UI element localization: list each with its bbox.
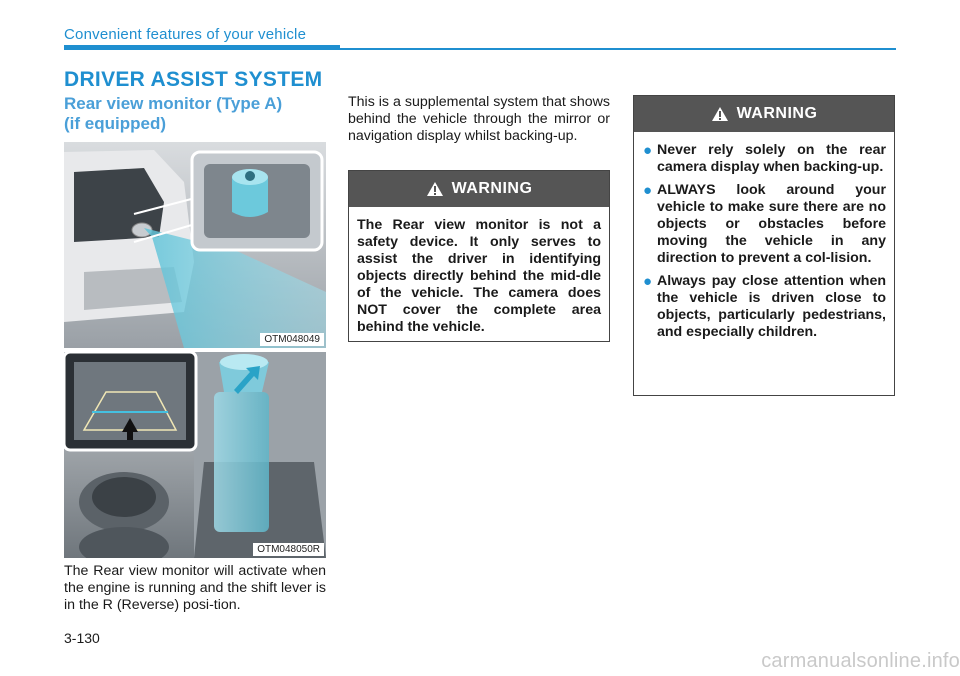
warning-box xyxy=(348,170,610,342)
warning-title: WARNING xyxy=(736,105,818,122)
watermark: carmanualsonline.info xyxy=(761,650,960,672)
list-item-text: Always pay close attention when the vehicle is driven close to objects, particularly pedestrians, and especially children. xyxy=(657,273,886,340)
warning-text: The Rear view monitor is not a safety device. It only serves to assist the driver in identifying objects directly behind the mid-dle of the vehicle. The camera does NOT cover the complete area behind the vehicle. xyxy=(357,217,601,335)
list-item xyxy=(642,273,886,341)
figure-code: OTM048050R xyxy=(253,543,324,556)
bullet-dot-icon: ● xyxy=(643,142,653,159)
figure-code: OTM048049 xyxy=(260,333,324,346)
header-rule-thick xyxy=(64,45,340,50)
sub-title-line2: (if equipped) xyxy=(64,114,166,133)
warning-header xyxy=(349,171,609,207)
list-item xyxy=(642,142,886,176)
warning-triangle-icon xyxy=(426,181,444,197)
page-number: 3-130 xyxy=(64,630,100,646)
rear-camera-location-figure xyxy=(64,142,326,348)
shift-lever-illustration xyxy=(64,352,326,558)
bullet-dot-icon: ● xyxy=(643,182,653,199)
list-item-text: ALWAYS look around your vehicle to make sure there are no objects or obstacles before moving the vehicle in any direction to prevent a col-lision. xyxy=(657,182,886,266)
sub-title xyxy=(64,94,334,134)
header-rule-thin xyxy=(340,48,896,50)
body-paragraph-activation: The Rear view monitor will activate when the engine is running and the shift lever is in the R (Reverse) posi-tion. xyxy=(64,563,326,613)
warning-triangle-icon xyxy=(711,106,729,122)
warning-header xyxy=(634,96,894,132)
bullet-dot-icon: ● xyxy=(643,273,653,290)
list-item-text: Never rely solely on the rear camera display when backing-up. xyxy=(657,142,886,175)
body-paragraph-description: This is a supplemental system that shows behind the vehicle through the mirror or navigation display whilst backing-up. xyxy=(348,94,610,144)
rear-view-display-figure xyxy=(64,352,326,558)
list-item xyxy=(642,182,886,267)
section-title: DRIVER ASSIST SYSTEM xyxy=(64,68,323,91)
warning-box xyxy=(633,95,895,396)
sub-title-line1: Rear view monitor (Type A) xyxy=(64,94,283,113)
warning-title: WARNING xyxy=(451,180,533,197)
rear-camera-illustration xyxy=(64,142,326,348)
warning-list xyxy=(634,132,894,355)
header-title: Convenient features of your vehicle xyxy=(64,26,307,43)
